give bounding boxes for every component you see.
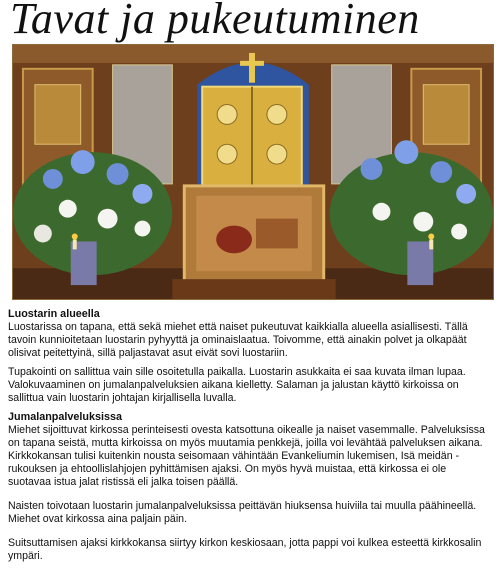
paragraph: Miehet sijoittuvat kirkossa perinteisesti ovesta katsottuna oikealle ja naiset vasemmalle. Palveluksissa on tapana seistä, mutta kirkoissa on myös muutamia penkkejä, joilla voi levähtää palveluksen aikana. Kirkkokansan tulisi kuitenkin nousta seisomaan vähintään Evankeliumin lukemisen, Isä meidän -rukouksen ja ehtoollislahjojen pyhittämisen ajaksi. On myös hyvä muistaa, että kirkossa ei ole suotavaa istua jalat ristissä eli jalka toisen päällä. — [8, 424, 485, 488]
paragraph: Suitsuttamisen ajaksi kirkkokansa siirtyy kirkon keskiosaan, jotta pappi voi kulkea esteettä kirkkosalin ympäri. — [8, 536, 482, 562]
page-title: Tavat ja pukeutuminen — [10, 0, 420, 43]
paragraph: Naisten toivotaan luostarin jumalanpalveluksissa peittävän hiuksensa huiviila tai muulla päähineellä. Miehet ovat kirkossa aina paljain päin. — [8, 499, 477, 525]
church-iconostasis-photo — [12, 44, 494, 300]
paragraph: Luostarissa on tapana, että sekä miehet että naiset pukeutuvat kaikkialla alueella asiallisesti. Tällä tavoin kunnioitetaan luostarin pyhyyttä ja ominaislaatua. Toivomme, että ainakin polvet ja olkapäät olisivat peitettyinä, sillä paljastavat asut eivät sovi luostariin. — [8, 320, 468, 359]
paragraph: Tupakointi on sallittua vain sille osoitetulla paikalla. Luostarin asukkaita ei saa kuvata ilman lupaa. Valokuvaaminen on jumalanpalveluksien aikana kielletty. Salaman ja jalustan käyttö kirkoissa on sallittua vain luostarin johtajan kirjallisella luvalla. — [8, 366, 466, 404]
section-heading-luostarin-alueella: Luostarin alueella — [8, 308, 100, 320]
body-text — [8, 308, 492, 569]
photo-illustration — [13, 45, 493, 299]
section-heading-jumalanpalveluksissa: Jumalanpalveluksissa — [8, 411, 123, 424]
